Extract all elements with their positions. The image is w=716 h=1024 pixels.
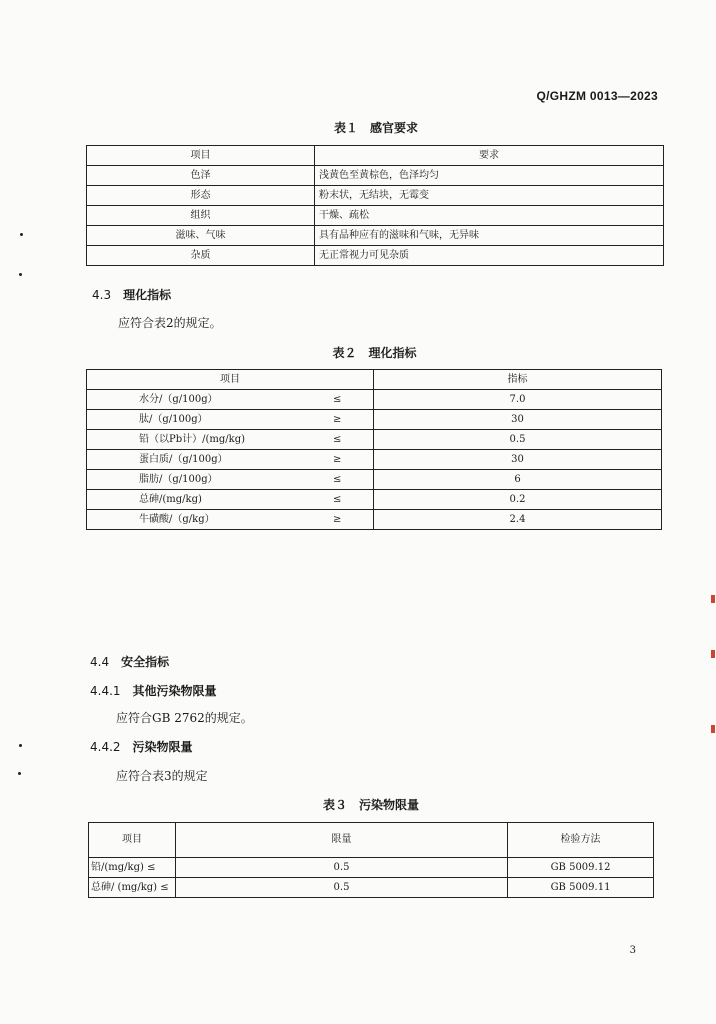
table-cell: GB 5009.11	[508, 878, 654, 898]
section-number: 4.4.1	[90, 684, 121, 698]
table-cell: 杂质	[87, 246, 315, 266]
section-title: 其他污染物限量	[132, 684, 217, 698]
table-row	[87, 246, 664, 266]
scan-speck	[18, 772, 21, 775]
table-row	[87, 226, 664, 246]
section-heading-4-4-2	[90, 738, 193, 755]
table-cell: ≥	[302, 450, 374, 470]
table-row	[89, 858, 654, 878]
table-cell: 0.5	[176, 858, 508, 878]
table-cell: ≥	[302, 410, 374, 430]
table-row	[87, 510, 662, 530]
section-title: 安全指标	[121, 655, 170, 669]
scan-edge-mark	[711, 650, 715, 658]
table-row	[87, 206, 664, 226]
table-row	[87, 390, 662, 410]
table3-caption: 表３ 污染物限量	[322, 798, 419, 812]
section-4-4-2-text: 应符合表3的规定	[116, 769, 208, 783]
table-cell: 无正常视力可见杂质	[315, 246, 664, 266]
table1-caption: 表１ 感官要求	[333, 121, 418, 135]
table-cell: 干燥、疏松	[315, 206, 664, 226]
table-header-cell: 限量	[176, 823, 508, 858]
section-title: 污染物限量	[132, 740, 193, 754]
table-cell: 总砷/ (mg/kg) ≤	[89, 878, 176, 898]
table-cell: 30	[374, 410, 662, 430]
table-header-cell: 项目	[87, 370, 374, 390]
table-cell: 组织	[87, 206, 315, 226]
page-number: 3	[629, 945, 636, 956]
table-cell: 0.5	[176, 878, 508, 898]
table-cell: 2.4	[374, 510, 662, 530]
table-cell: 牛磺酸/（g/kg）	[87, 510, 302, 530]
table-cell: 6	[374, 470, 662, 490]
table-cell: 0.5	[374, 430, 662, 450]
table-row	[87, 410, 662, 430]
scan-speck	[19, 744, 22, 747]
table-cell: 肽/（g/100g）	[87, 410, 302, 430]
table2-caption: 表２ 理化指标	[332, 346, 417, 360]
table-cell: 浅黄色至黄棕色，色泽均匀	[315, 166, 664, 186]
table2-physicochemical-indicators	[86, 369, 662, 530]
table-cell: ≤	[302, 430, 374, 450]
table-header-row	[87, 370, 662, 390]
table-header-cell: 要求	[315, 146, 664, 166]
table-cell: 总砷/(mg/kg)	[87, 490, 302, 510]
section-number: 4.3	[92, 288, 112, 302]
section-heading-4-3	[92, 286, 171, 303]
section-number: 4.4	[90, 655, 110, 669]
table-cell: ≤	[302, 390, 374, 410]
table1-sensory-requirements	[86, 145, 664, 266]
table-header-cell: 项目	[87, 146, 315, 166]
table-header-cell: 检验方法	[508, 823, 654, 858]
table-cell: 形态	[87, 186, 315, 206]
table-row	[89, 878, 654, 898]
table3-contaminant-limits	[88, 822, 654, 898]
table-row	[87, 430, 662, 450]
table-row	[87, 166, 664, 186]
table-cell: ≤	[302, 470, 374, 490]
table-cell: 30	[374, 450, 662, 470]
scan-edge-mark	[711, 725, 715, 733]
section-heading-4-4	[90, 653, 169, 670]
table-cell: 滋味、气味	[87, 226, 315, 246]
table-cell: 铅（以Pb计）/(mg/kg)	[87, 430, 302, 450]
table-header-row	[89, 823, 654, 858]
table-row	[87, 490, 662, 510]
table-cell: 粉末状，无结块，无霉变	[315, 186, 664, 206]
table-header-cell: 项目	[89, 823, 176, 858]
table-cell: 水分/（g/100g）	[87, 390, 302, 410]
section-number: 4.4.2	[90, 740, 121, 754]
table-row	[87, 450, 662, 470]
table-header-row	[87, 146, 664, 166]
table-row	[87, 470, 662, 490]
section-4-4-1-text: 应符合GB 2762的规定。	[116, 711, 253, 725]
scan-edge-mark	[711, 595, 715, 603]
table-cell: 脂肪/（g/100g）	[87, 470, 302, 490]
section-title: 理化指标	[123, 288, 172, 302]
table-cell: ≥	[302, 510, 374, 530]
table-row	[87, 186, 664, 206]
table-cell: 7.0	[374, 390, 662, 410]
scan-speck	[19, 273, 22, 276]
standard-code: Q/GHZM 0013—2023	[536, 89, 658, 103]
table-cell: ≤	[302, 490, 374, 510]
table-cell: 具有品种应有的滋味和气味，无异味	[315, 226, 664, 246]
table-cell: 铅/(mg/kg) ≤	[89, 858, 176, 878]
section-4-3-text: 应符合表2的规定。	[118, 316, 222, 330]
table-cell: 蛋白质/（g/100g）	[87, 450, 302, 470]
table-cell: 0.2	[374, 490, 662, 510]
table-cell: GB 5009.12	[508, 858, 654, 878]
scan-speck	[20, 233, 23, 236]
table-header-cell: 指标	[374, 370, 662, 390]
table-cell: 色泽	[87, 166, 315, 186]
section-heading-4-4-1	[90, 682, 217, 699]
